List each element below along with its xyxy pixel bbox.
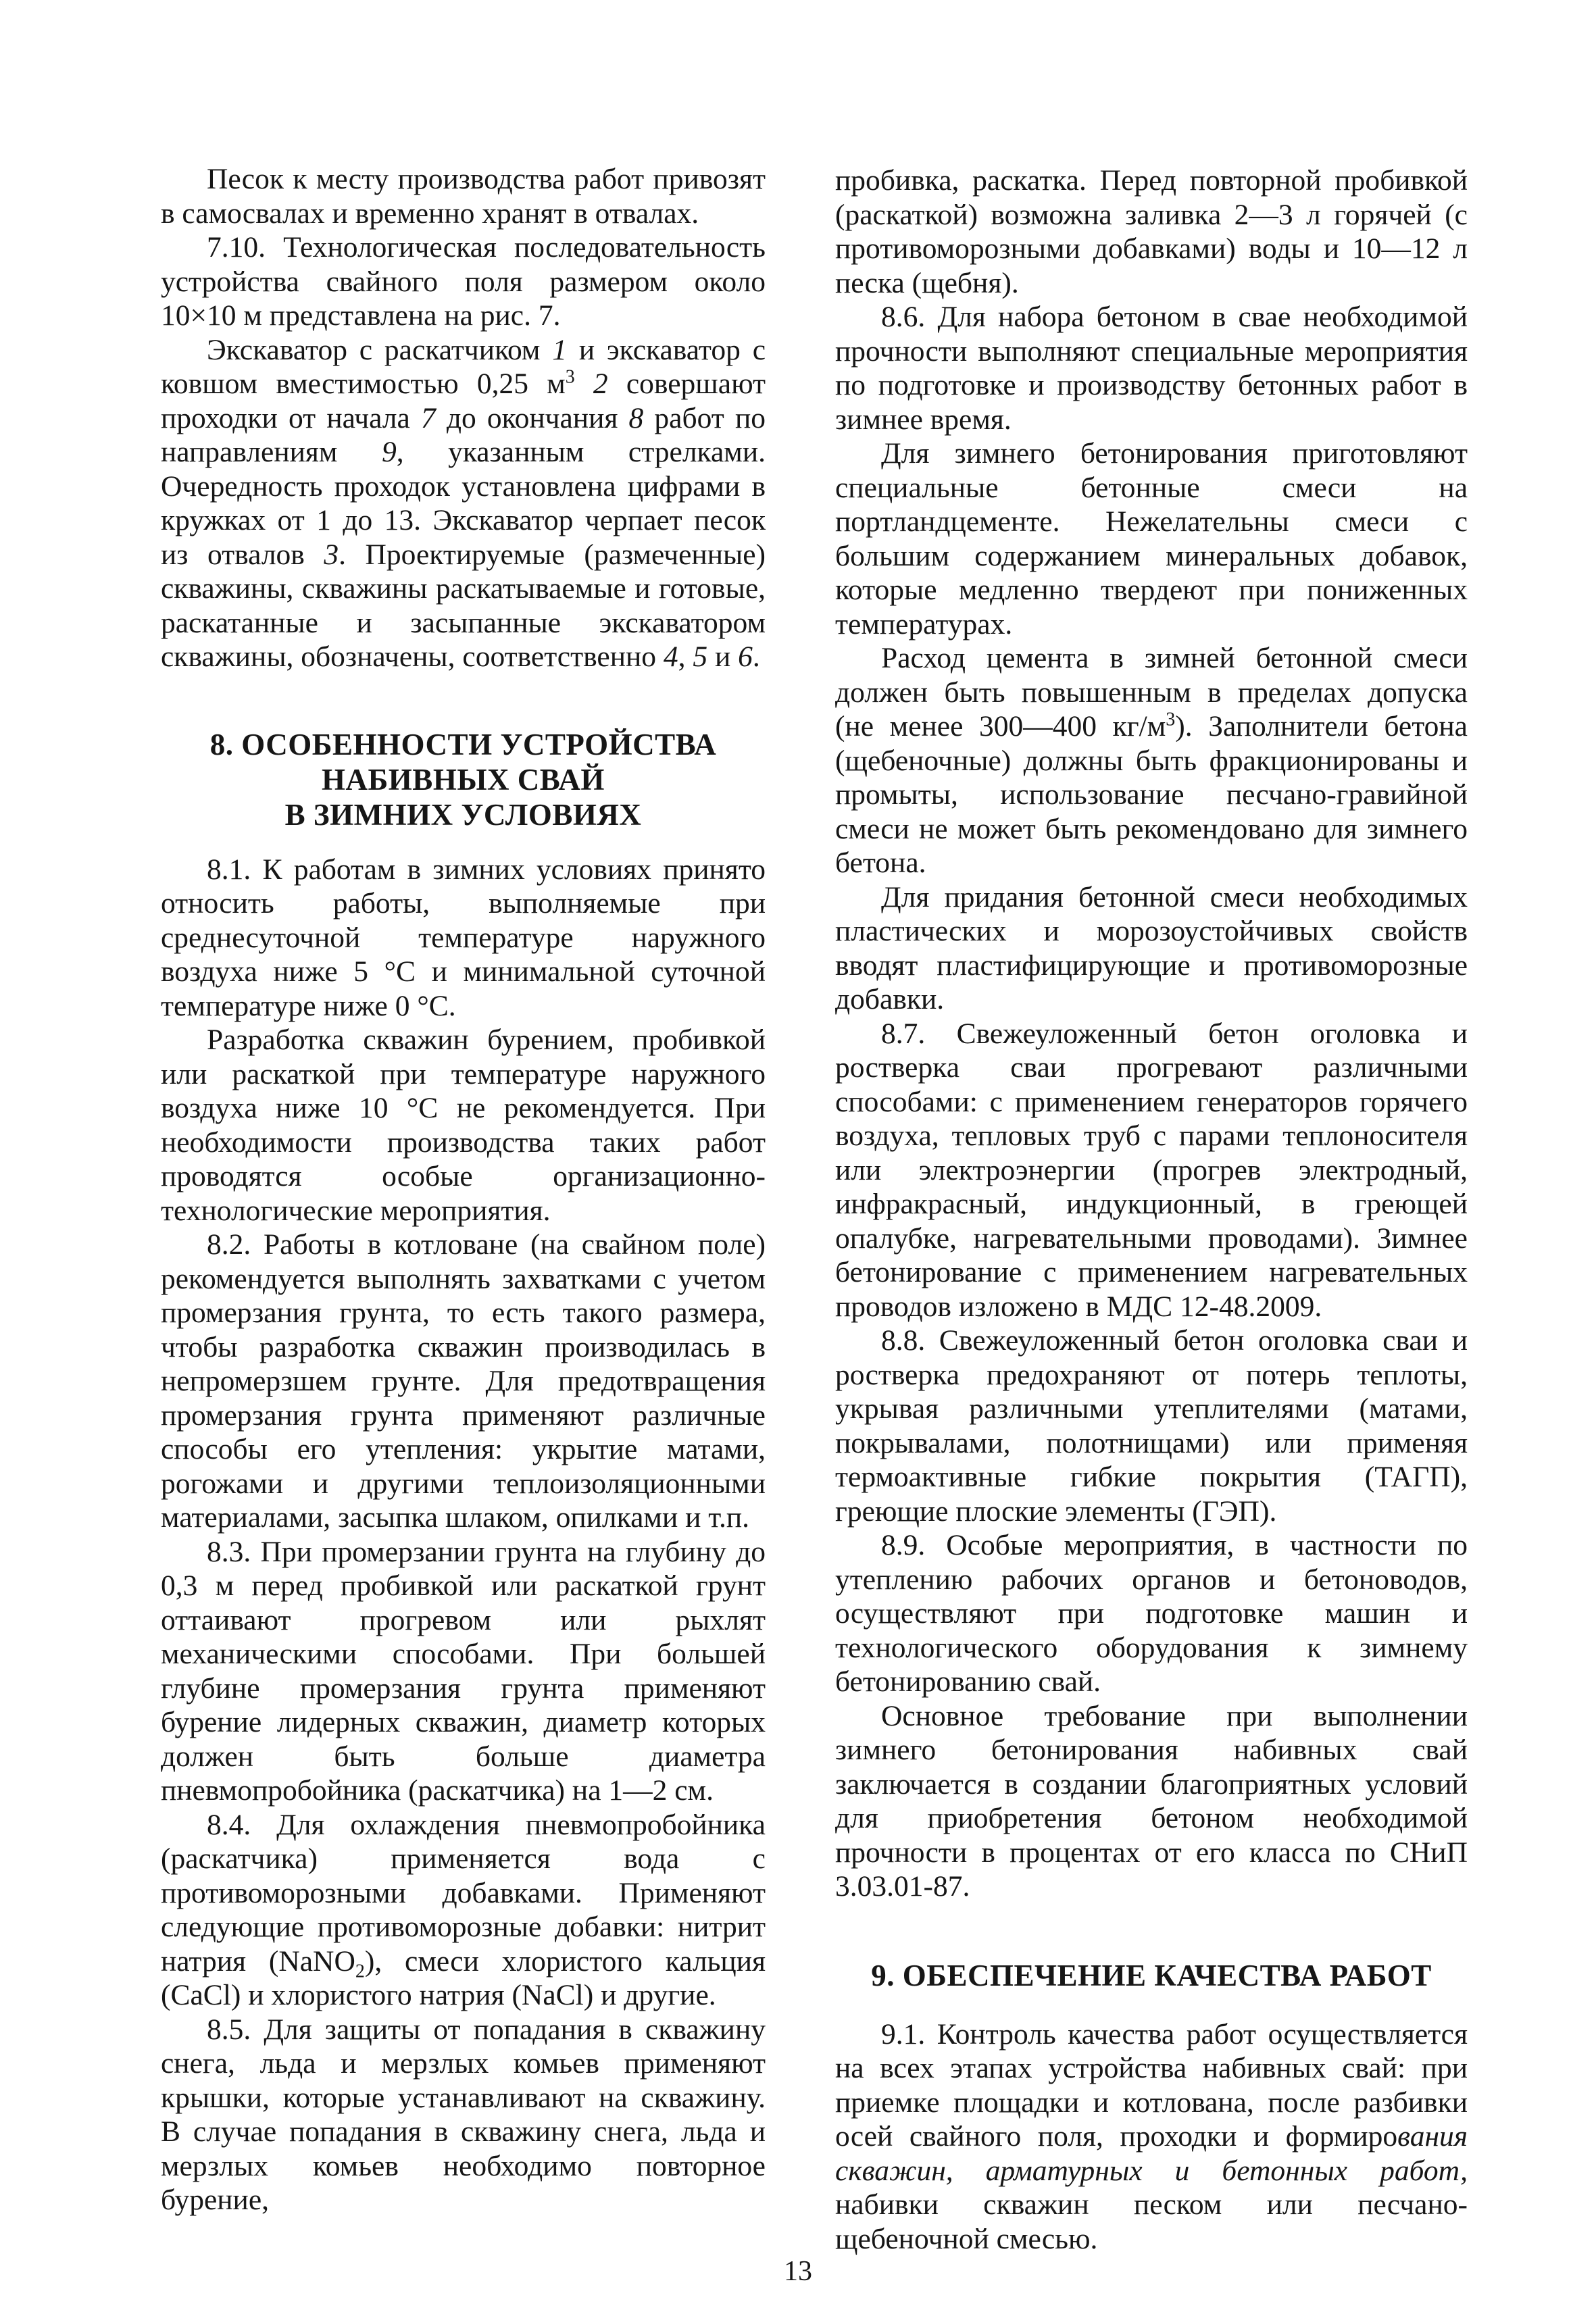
paragraph: 8.9. Особые мероприятия, в частности по утеплению рабочих органов и бетоноводов, осуществляют при подготовке машин и технологического оборудования к зимнему бетонированию свай. (835, 1529, 1468, 1698)
section-8-heading: 8. ОСОБЕННОСТИ УСТРОЙСТВА НАБИВНЫХ СВАЙ В ЗИМНИХ УСЛОВИЯХ (209, 727, 717, 832)
paragraph: 8.6. Для набора бетоном в свае необходимой прочности выполняют специальные мероприятия по подготовке и производству бетонных работ в зимнее время. (835, 301, 1468, 436)
paragraph: Разработка скважин бурением, пробивкой или раскаткой при температуре наружного воздуха ниже 10 °С не рекомендуется. При необходимости производства таких работ проводятся особые организационно-технологические мероприятия. (161, 1024, 766, 1227)
paragraph: Для придания бетонной смеси необходимых пластических и морозоустойчивых свойств вводят пластифицирующие и противоморозные добавки. (835, 880, 1468, 1015)
section-9-heading: 9. ОБЕСПЕЧЕНИЕ КАЧЕСТВА РАБОТ (871, 1958, 1432, 1992)
paragraph: 8.4. Для охлаждения пневмопробойника (раскатчика) применяется вода с противоморозными добавками. Применяют следующие противоморозные добавки: нитрит натрия (NaNO$_2$), смеси хлористого кальция (CaCl) и хлористого натрия (NaCl) и другие. (161, 1808, 766, 2011)
left-column (161, 162, 766, 2217)
paragraph: 8.3. При промерзании грунта на глубину до 0,3 м перед пробивкой или раскаткой грунт оттаивают прогревом или рыхлят механическими способами. При большей глубине промерзания грунта применяют бурение лидерных скважин, диаметр которых должен быть больше диаметра пневмопробойника (раскатчика) на 1—2 см. (161, 1535, 766, 1807)
page-number: 13 (784, 2256, 812, 2287)
paragraph: 7.10. Технологическая последовательность устройства свайного поля размером около 10×10 м представлена на рис. 7. (161, 231, 766, 332)
paragraph: 8.8. Свежеуложенный бетон оголовка сваи и ростверка предохраняют от потерь теплоты, укрывая различными утеплителями (матами, покрывалами, полотнищами) или применяя термоактивные гибкие покрытия (ТАГП), греющие плоские элементы (ГЭП). (835, 1324, 1468, 1528)
paragraph: 8.7. Свежеуложенный бетон оголовка и ростверка сваи прогревают различными способами: с применением генераторов горячего воздуха, тепловых труб с парами теплоносителя или электроэнергии (прогрев электродный, инфракрасный, индукционный, в греющей опалубке, нагревательными проводами). Зимнее бетонирование с применением нагревательных проводов изложено в МДС 12-48.2009. (835, 1017, 1468, 1323)
paragraph: Расход цемента в зимней бетонной смеси должен быть повышенным в пределах допуска (не менее 300—400 $кг/м^3$). Заполнители бетона (щебеночные) должны быть фракционированы и промыты, использование песчано-гравийной смеси не может быть рекомендовано для зимнего бетона. (835, 642, 1468, 879)
paragraph: Экскаватор с раскатчиком 1 и экскаватор с ковшом вместимостью 0,25 $м^3$ 2 совершают проходки от начала 7 до окончания 8 работ по направлениям 9, указанным стрелками. Очередность проходок установлена цифрами в кружках от 1 до 13. Экскаватор черпает песок из отвалов 3. Проектируемые (размеченные) скважины, скважины раскатываемые и готовые, раскатанные и засыпанные экскаватором скважины, обозначены, соответственно 4, 5 и 6. (161, 333, 766, 673)
paragraph: пробивка, раскатка. Перед повторной пробивкой (раскаткой) возможна заливка 2—3 л горячей (с противоморозными добавками) воды и 10—12 л песка (щебня). (835, 164, 1468, 299)
paragraph: 9.1. Контроль качества работ осуществляется на всех этапах устройства набивных свай: при приемке площадки и котлована, после разбивки осей свайного поля, проходки и формирования скважин, арматурных и бетонных работ, набивки скважин песком или песчано-щебеночной смесью. (835, 2017, 1468, 2255)
paragraph: 8.2. Работы в котловане (на свайном поле) рекомендуется выполнять захватками с учетом промерзания грунта, то есть такого размера, чтобы разработка скважин производилась в непромерзшем грунте. Для предотвращения промерзания грунта применяют различные способы его утепления: укрытие матами, рогожами и другими теплоизоляционными материалами, засыпка шлаком, опилками и т.п. (161, 1228, 766, 1534)
paragraph: Песок к месту производства работ привозят в самосвалах и временно хранят в отвалах. (161, 163, 766, 230)
paragraph: 8.5. Для защиты от попадания в скважину снега, льда и мерзлых комьев применяют крышки, которые устанавливают на скважину. В случае попадания в скважину снега, льда и мерзлых комьев необходимо повторное бурение, (161, 2013, 766, 2216)
paragraph: Основное требование при выполнении зимнего бетонирования набивных свай заключается в создании благоприятных условий для приобретения бетоном необходимой прочности в процентах от его класса по СНиП 3.03.01-87. (835, 1699, 1468, 1903)
right-column (835, 164, 1468, 2256)
paragraph: 8.1. К работам в зимних условиях принято относить работы, выполняемые при среднесуточной температуре наружного воздуха ниже 5 °С и минимальной суточной температуре ниже 0 °С. (161, 853, 766, 1022)
paragraph: Для зимнего бетонирования приготовляют специальные бетонные смеси на портландцементе. Нежелательны смеси с большим содержанием минеральных добавок, которые медленно твердеют при пониженных температурах. (835, 437, 1468, 640)
